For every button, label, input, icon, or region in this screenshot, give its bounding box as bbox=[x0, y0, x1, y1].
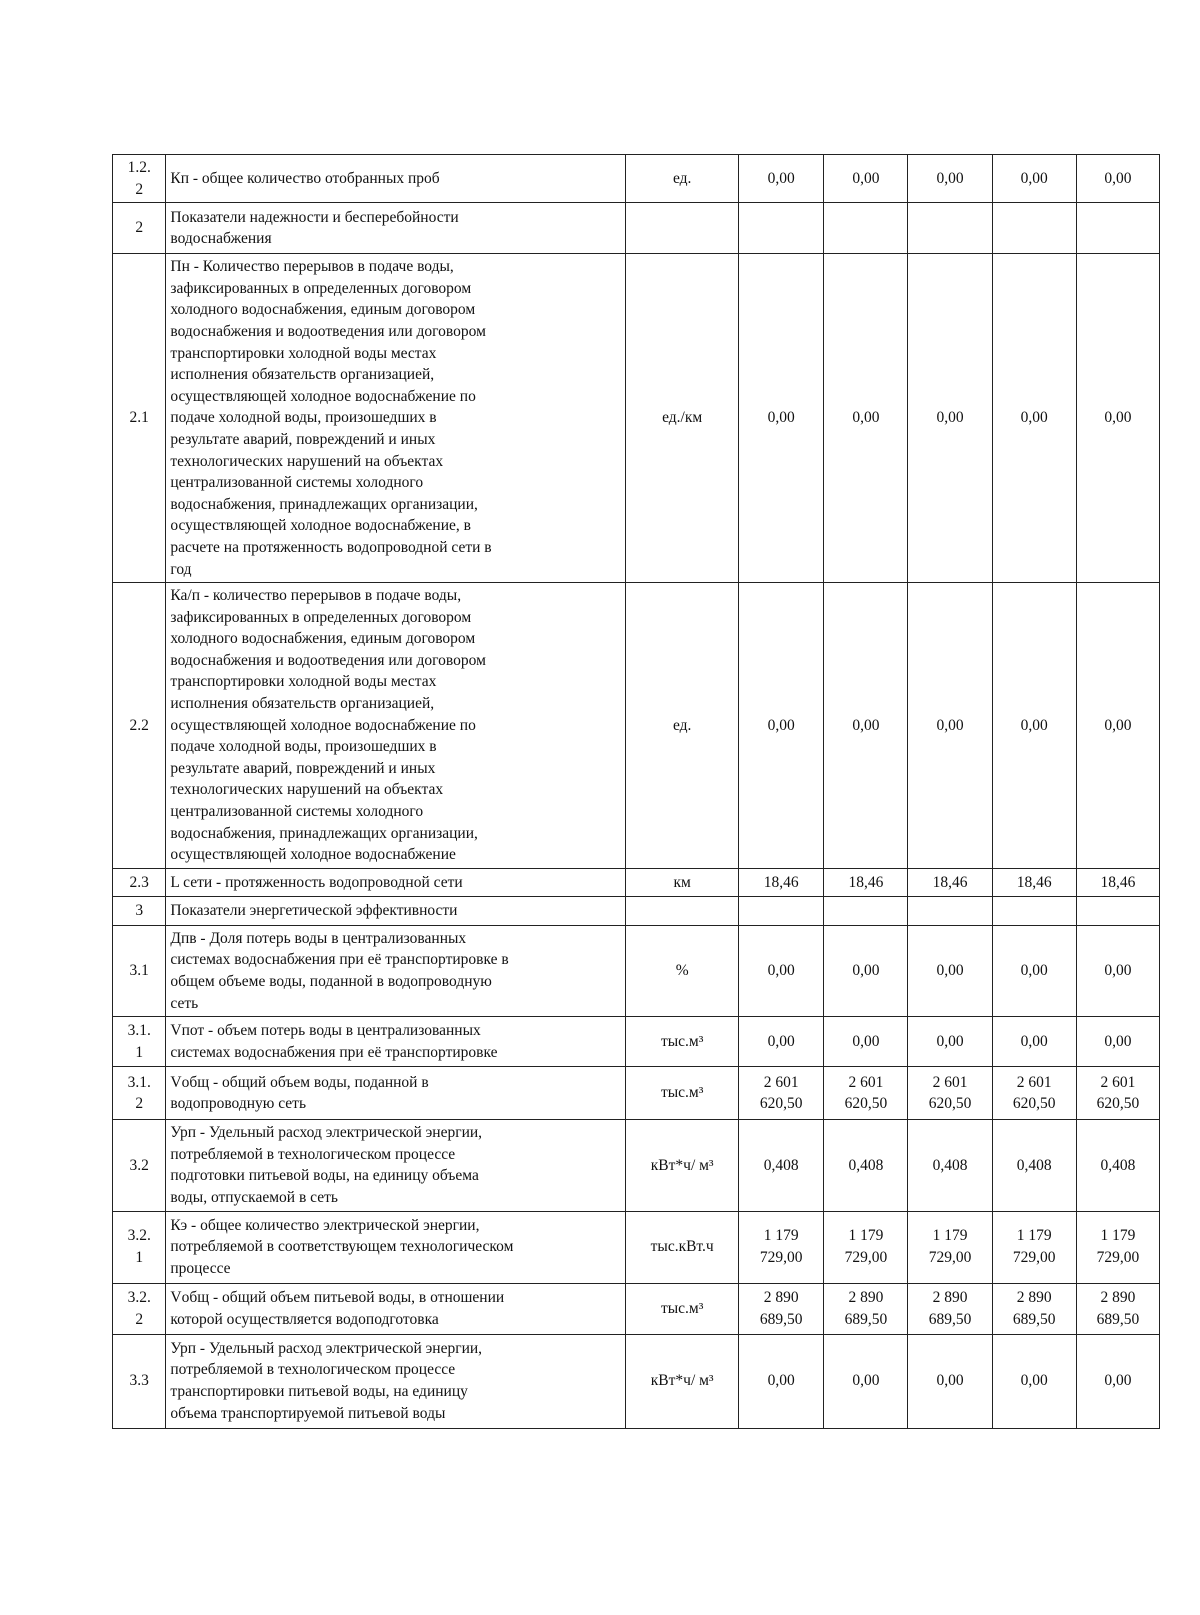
year-value-1: 0,00 bbox=[739, 155, 824, 203]
table-row bbox=[113, 1334, 1160, 1428]
year-value-5: 1 179 729,00 bbox=[1076, 1211, 1159, 1283]
year-value-4: 1 179 729,00 bbox=[992, 1211, 1076, 1283]
indicator-description: Vобщ - общий объем питьевой воды, в отношении которой осуществляется водоподготовка bbox=[166, 1283, 626, 1334]
year-value-2: 2 601 620,50 bbox=[824, 1067, 908, 1120]
year-value-5: 2 890 689,50 bbox=[1076, 1283, 1159, 1334]
year-value-3: 0,408 bbox=[908, 1120, 992, 1211]
unit-of-measure: ед. bbox=[626, 583, 739, 869]
indicator-description: Ка/п - количество перерывов в подаче воды, зафиксированных в определенных договором холодного водоснабжения, единым договором водоснабжения и водоотведения или договором транспортировки холодной воды местах исполнения обязательств организацией, осуществляющей холодное водоснабжение по подаче холодной воды, произошедших в результате аварий, повреждений и иных технологических нарушений на объектах централизованной системы холодного водоснабжения, принадлежащих организации, осуществляющей холодное водоснабжение bbox=[166, 583, 626, 869]
year-value-1: 18,46 bbox=[739, 868, 824, 896]
year-value-3: 0,00 bbox=[908, 155, 992, 203]
table-row bbox=[113, 1283, 1160, 1334]
year-value-4 bbox=[992, 896, 1076, 925]
year-value-5: 0,408 bbox=[1076, 1120, 1159, 1211]
year-value-5: 0,00 bbox=[1076, 925, 1159, 1016]
year-value-4: 0,00 bbox=[992, 1334, 1076, 1428]
year-value-3: 0,00 bbox=[908, 254, 992, 583]
year-value-1: 0,408 bbox=[739, 1120, 824, 1211]
year-value-1 bbox=[739, 896, 824, 925]
year-value-5: 0,00 bbox=[1076, 1017, 1159, 1067]
indicator-description: Урп - Удельный расход электрической энергии, потребляемой в технологическом процессе подготовки питьевой воды, на единицу объема воды, отпускаемой в сеть bbox=[166, 1120, 626, 1211]
table-row bbox=[113, 1211, 1160, 1283]
table-row bbox=[113, 155, 1160, 203]
year-value-2: 18,46 bbox=[824, 868, 908, 896]
indicator-description: Пн - Количество перерывов в подаче воды, зафиксированных в определенных договором холодного водоснабжения, единым договором водоснабжения и водоотведения или договором транспортировки холодной воды местах исполнения обязательств организацией, осуществляющей холодное водоснабжение по подаче холодной воды, произошедших в результате аварий, повреждений и иных технологических нарушений на объектах централизованной системы холодного водоснабжения, принадлежащих организации, осуществляющей холодное водоснабжение, в расчете на протяженность водопроводной сети в год bbox=[166, 254, 626, 583]
unit-of-measure bbox=[626, 896, 739, 925]
year-value-5: 0,00 bbox=[1076, 254, 1159, 583]
table-row bbox=[113, 896, 1160, 925]
table-row bbox=[113, 203, 1160, 254]
table-row bbox=[113, 1067, 1160, 1120]
unit-of-measure: кВт*ч/ м³ bbox=[626, 1120, 739, 1211]
row-number: 3.1 bbox=[113, 925, 166, 1016]
year-value-4: 18,46 bbox=[992, 868, 1076, 896]
year-value-2: 0,00 bbox=[824, 155, 908, 203]
year-value-2: 1 179 729,00 bbox=[824, 1211, 908, 1283]
unit-of-measure: % bbox=[626, 925, 739, 1016]
year-value-3: 0,00 bbox=[908, 1334, 992, 1428]
row-number: 3.1. 2 bbox=[113, 1067, 166, 1120]
year-value-5 bbox=[1076, 896, 1159, 925]
indicator-description: Показатели энергетической эффективности bbox=[166, 896, 626, 925]
year-value-5: 18,46 bbox=[1076, 868, 1159, 896]
unit-of-measure bbox=[626, 203, 739, 254]
row-number: 1.2. 2 bbox=[113, 155, 166, 203]
table-row bbox=[113, 1017, 1160, 1067]
indicator-description: Vобщ - общий объем воды, поданной в водопроводную сеть bbox=[166, 1067, 626, 1120]
row-number: 2.3 bbox=[113, 868, 166, 896]
year-value-3: 0,00 bbox=[908, 1017, 992, 1067]
table-row bbox=[113, 254, 1160, 583]
year-value-3: 2 601 620,50 bbox=[908, 1067, 992, 1120]
year-value-3 bbox=[908, 896, 992, 925]
year-value-2: 0,00 bbox=[824, 1017, 908, 1067]
year-value-2: 0,00 bbox=[824, 583, 908, 869]
year-value-2: 0,00 bbox=[824, 925, 908, 1016]
year-value-4: 0,00 bbox=[992, 925, 1076, 1016]
year-value-5 bbox=[1076, 203, 1159, 254]
unit-of-measure: ед. bbox=[626, 155, 739, 203]
year-value-1: 0,00 bbox=[739, 925, 824, 1016]
year-value-1: 0,00 bbox=[739, 1334, 824, 1428]
year-value-4: 2 601 620,50 bbox=[992, 1067, 1076, 1120]
row-number: 3.3 bbox=[113, 1334, 166, 1428]
year-value-3: 1 179 729,00 bbox=[908, 1211, 992, 1283]
year-value-4: 0,00 bbox=[992, 1017, 1076, 1067]
table-row bbox=[113, 583, 1160, 869]
year-value-5: 2 601 620,50 bbox=[1076, 1067, 1159, 1120]
unit-of-measure: тыс.м³ bbox=[626, 1067, 739, 1120]
year-value-3: 0,00 bbox=[908, 925, 992, 1016]
year-value-1: 2 601 620,50 bbox=[739, 1067, 824, 1120]
unit-of-measure: тыс.м³ bbox=[626, 1017, 739, 1067]
row-number: 3.2. 2 bbox=[113, 1283, 166, 1334]
indicator-description: Показатели надежности и бесперебойности водоснабжения bbox=[166, 203, 626, 254]
year-value-4: 0,00 bbox=[992, 155, 1076, 203]
year-value-5: 0,00 bbox=[1076, 1334, 1159, 1428]
table-body bbox=[113, 155, 1160, 1429]
indicator-description: L сети - протяженность водопроводной сети bbox=[166, 868, 626, 896]
indicators-table bbox=[112, 154, 1160, 1429]
indicator-description: Vпот - объем потерь воды в централизованных системах водоснабжения при её транспортировке bbox=[166, 1017, 626, 1067]
indicator-description: Дпв - Доля потерь воды в централизованных системах водоснабжения при её транспортировке в общем объеме воды, поданной в водопроводную сеть bbox=[166, 925, 626, 1016]
row-number: 3.2 bbox=[113, 1120, 166, 1211]
row-number: 2.2 bbox=[113, 583, 166, 869]
row-number: 3.1. 1 bbox=[113, 1017, 166, 1067]
unit-of-measure: ед./км bbox=[626, 254, 739, 583]
year-value-1: 1 179 729,00 bbox=[739, 1211, 824, 1283]
year-value-5: 0,00 bbox=[1076, 155, 1159, 203]
year-value-4: 0,00 bbox=[992, 583, 1076, 869]
table-row bbox=[113, 868, 1160, 896]
indicator-description: Урп - Удельный расход электрической энергии, потребляемой в технологическом процессе транспортировки питьевой воды, на единицу объема транспортируемой питьевой воды bbox=[166, 1334, 626, 1428]
year-value-2: 0,00 bbox=[824, 1334, 908, 1428]
year-value-4: 0,00 bbox=[992, 254, 1076, 583]
year-value-4: 2 890 689,50 bbox=[992, 1283, 1076, 1334]
year-value-1: 0,00 bbox=[739, 583, 824, 869]
year-value-1: 0,00 bbox=[739, 254, 824, 583]
year-value-2: 0,00 bbox=[824, 254, 908, 583]
year-value-3: 18,46 bbox=[908, 868, 992, 896]
row-number: 2.1 bbox=[113, 254, 166, 583]
year-value-2: 2 890 689,50 bbox=[824, 1283, 908, 1334]
year-value-3: 0,00 bbox=[908, 583, 992, 869]
row-number: 2 bbox=[113, 203, 166, 254]
indicator-description: Кэ - общее количество электрической энергии, потребляемой в соответствующем технологическом процессе bbox=[166, 1211, 626, 1283]
unit-of-measure: км bbox=[626, 868, 739, 896]
table-row bbox=[113, 925, 1160, 1016]
year-value-1 bbox=[739, 203, 824, 254]
year-value-3 bbox=[908, 203, 992, 254]
indicator-description: Кп - общее количество отобранных проб bbox=[166, 155, 626, 203]
year-value-2: 0,408 bbox=[824, 1120, 908, 1211]
unit-of-measure: тыс.м³ bbox=[626, 1283, 739, 1334]
year-value-4: 0,408 bbox=[992, 1120, 1076, 1211]
row-number: 3 bbox=[113, 896, 166, 925]
year-value-1: 0,00 bbox=[739, 1017, 824, 1067]
year-value-2 bbox=[824, 203, 908, 254]
year-value-3: 2 890 689,50 bbox=[908, 1283, 992, 1334]
year-value-2 bbox=[824, 896, 908, 925]
unit-of-measure: кВт*ч/ м³ bbox=[626, 1334, 739, 1428]
year-value-5: 0,00 bbox=[1076, 583, 1159, 869]
unit-of-measure: тыс.кВт.ч bbox=[626, 1211, 739, 1283]
row-number: 3.2. 1 bbox=[113, 1211, 166, 1283]
table-row bbox=[113, 1120, 1160, 1211]
year-value-4 bbox=[992, 203, 1076, 254]
year-value-1: 2 890 689,50 bbox=[739, 1283, 824, 1334]
